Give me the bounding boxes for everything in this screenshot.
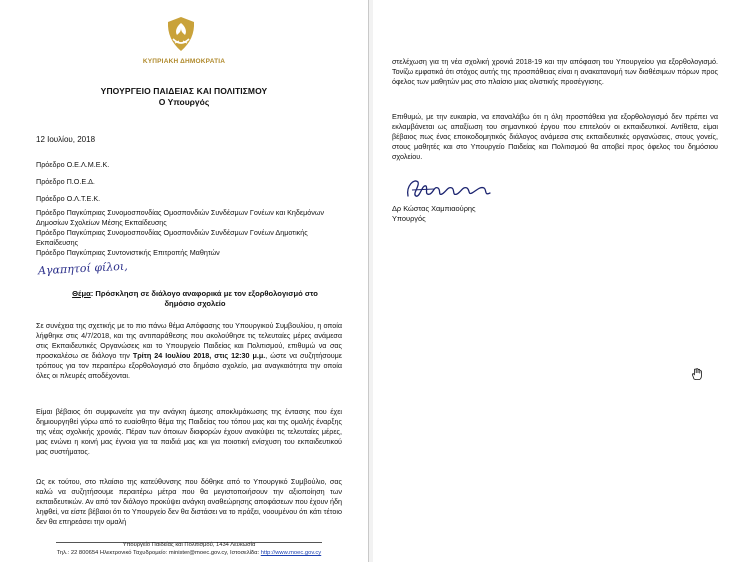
recipient-line: Πρόεδρο Παγκύπριας Συνομοσπονδίας Ομοσπονδιών Συνδέσμων Γονέων Δημοτικής Εκπαίδευσης <box>36 228 308 247</box>
page2-paragraph-1: στελέχωση για τη νέα σχολική χρονιά 2018-19 και την απόφαση του Υπουργείου για εξορθολογισμό. Τονίζω εμφατικά ότι στόχος αυτής της προσπάθειας είναι η ανακατανομή των διαθέσιμων πόρων προς όφελος των μαθητών μας στο πλαίσιο μιας ολιστικής προσέγγισης. <box>392 57 718 86</box>
body-paragraph-1 <box>36 321 342 381</box>
footer-website-link[interactable]: http://www.moec.gov.cy <box>260 550 322 556</box>
recipient-line: Πρόεδρο Παγκύπριας Συντονιστικής Επιτροπής Μαθητών <box>36 248 220 257</box>
recipient-line: Πρόεδρο Π.Ο.Ε.Δ. <box>36 177 95 186</box>
page-divider <box>369 0 373 562</box>
footer-address: Υπουργείο Παιδείας και Πολιτισμού, 1434 Λευκωσία <box>122 542 256 548</box>
signer-name: Δρ Κώστας Χαμπιαούρης <box>392 204 476 213</box>
minister-title: Ο Υπουργός <box>158 97 210 107</box>
body-text: Σε συνέχεια της σχετικής με το πιο πάνω θέμα Απόφασης του Υπουργικού Συμβουλίου, η οποία λήφθηκε στις 4/7/2018, και της αντιπαράθεσης που ακολούθησε τις τελευταίες μέρες ανάμεσα στις Εκπαιδευτικές Οργανώσεις και το Υπουργείο Παιδείας και Πολιτισμού, επιθυμώ να σας προσκαλέσω σε διάλογο την <box>36 321 342 360</box>
body-paragraph-2: Είμαι βέβαιος ότι συμφωνείτε για την ανάγκη άμεσης αποκλιμάκωσης της έντασης που έχει δημιουργηθεί γύρω από το ευαίσθητο θέμα της Παιδείας του τόπου μας και της ομαλής έναρξης της νέας σχολικής χρονιάς. Πέραν των όποιων διαφορών έχουν ανακύψει τις τελευταίες μέρες, μας ενώνει η κοινή μας έγνοια για τα παιδιά μας και για ποιοτική ενίσχυση του εκπαιδευτικού μας συστήματος. <box>36 407 342 456</box>
footer-contact-text: Τηλ.: 22 800654 Ηλεκτρονικό Ταχυδρομείο: minister@moec.gov.cy, Ιστοσελίδα: <box>56 550 261 556</box>
recipient-line: Πρόεδρο Ο.Λ.Τ.Ε.Κ. <box>36 194 101 203</box>
letter-date: 12 Ιουλίου, 2018 <box>36 135 96 144</box>
republic-label: ΚΥΠΡΙΑΚΗ ΔΗΜΟΚΡΑΤΙΑ <box>142 58 226 65</box>
footer-contact <box>36 549 342 557</box>
handwritten-greeting: Αγαπητοί φίλοι, <box>37 259 128 278</box>
subject-line <box>70 289 320 309</box>
signer-role: Υπουργός <box>392 214 426 223</box>
body-paragraph-3: Ως εκ τούτου, στο πλαίσιο της κατεύθυνσης που δόθηκε από το Υπουργικό Συμβούλιο, σας καλώ να συζητήσουμε περαιτέρω μέτρα που θα μεγιστοποιήσουν την αξιοποίηση των εκπαιδευτικών. Αν από τον διάλογο προκύψει ανάγκη αναθεώρησης αποφάσεων που έχουν ήδη ληφθεί, να είστε βέβαιοι ότι το Υπουργείο δεν θα διστάσει να το πράξει, νοουμένου ότι κάτι τέτοιο δεν θα επηρεάσει την ομαλή <box>36 477 342 526</box>
page2-paragraph-2: Επιθυμώ, με την ευκαιρία, να επαναλάβω ότι η όλη προσπάθεια για εξορθολογισμό δεν πρέπει να εκλαμβάνεται ως απαξίωση του σημαντικού έργου που επιτελούν οι εκπαιδευτικοί. Αντίθετα, είμαι βέβαιος πως ένας εποικοδομητικός διάλογος ανάμεσα στις εκπαιδευτικές οργανώσεις, στους γονείς, στους μαθητές και στο Υπουργείο Παιδείας και Πολιτισμού θα αποβεί προς όφελος του δημόσιου σχολείου. <box>392 112 718 161</box>
subject-text: : Πρόσκληση σε διάλογο αναφορικά με τον εξορθολογισμό στο δημόσιο σχολείο <box>90 289 318 308</box>
hand-cursor-icon <box>690 367 704 381</box>
ministry-name: ΥΠΟΥΡΓΕΙΟ ΠΑΙΔΕΙΑΣ ΚΑΙ ΠΟΛΙΤΙΣΜΟΥ <box>100 86 268 96</box>
signature-scribble <box>404 174 496 202</box>
body-text: , ώστε να συζητήσουμε τρόπους για τον περαιτέρω εξορθολογισμό στο δημόσιο σχολείο, μια αναγκαιότητα την οποία όλες οι πλευρές αποδέχονται. <box>36 351 343 380</box>
subject-label: Θέμα <box>72 289 91 298</box>
recipient-line: Πρόεδρο Παγκύπριας Συνομοσπονδίας Ομοσπονδιών Συνδέσμων Γονέων και Κηδεμόνων Δημοσίων Σχολείων Μέσης Εκπαίδευσης <box>36 208 325 227</box>
letter-page-1 <box>0 0 369 562</box>
coat-of-arms-icon <box>161 14 201 54</box>
meeting-datetime: Τρίτη 24 Ιουλίου 2018, στις 12:30 μ.μ. <box>132 351 266 360</box>
recipient-line: Πρόεδρο Ο.Ε.Λ.Μ.Ε.Κ. <box>36 160 110 169</box>
